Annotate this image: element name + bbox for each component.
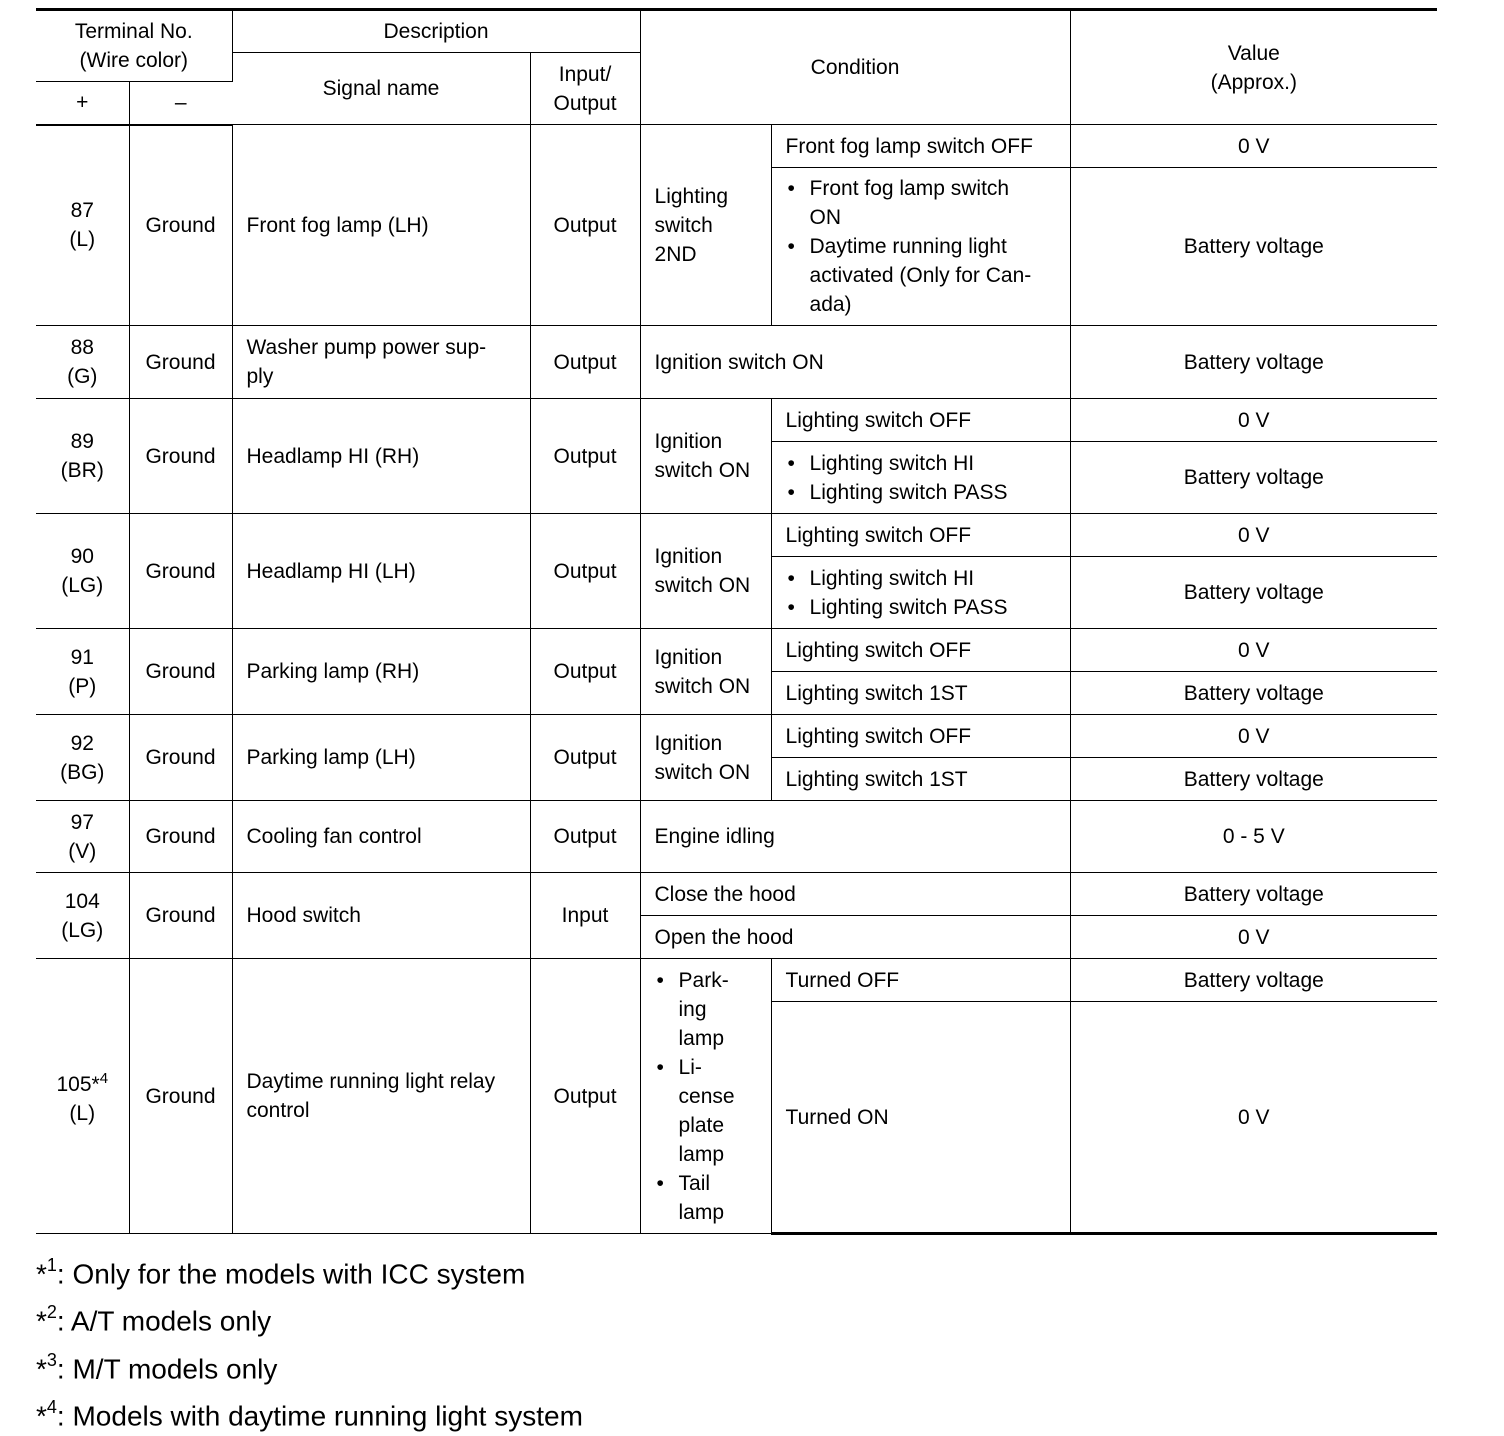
- value-cell: 0 V: [1070, 514, 1437, 557]
- condition-main-cell: [640, 959, 771, 1234]
- bullet-line: cense: [678, 1084, 735, 1108]
- footnote-star: *: [36, 1258, 47, 1290]
- terminal-number: 90: [70, 545, 94, 568]
- wire-color: (LG): [61, 918, 104, 942]
- list-item: [786, 232, 1056, 319]
- bullet-line: • Tail: [678, 1171, 711, 1195]
- list-item: [655, 1169, 757, 1227]
- terminal-cell: [36, 629, 129, 715]
- list-item: [655, 966, 757, 1053]
- wire-color: (L): [69, 1102, 96, 1125]
- bullet-line: • Park-: [678, 968, 729, 992]
- footnote: [36, 1294, 1437, 1341]
- terminal-number: 97: [70, 810, 94, 834]
- bullet-line: • Li-: [678, 1055, 702, 1079]
- bullet-line: lamp: [678, 1200, 725, 1224]
- table-row: [36, 801, 1437, 873]
- io-cell: Output: [530, 326, 640, 399]
- minus-cell: Ground: [129, 125, 232, 326]
- footnote-number: 2: [46, 1302, 57, 1323]
- footnote-star: *: [36, 1305, 47, 1337]
- terminal-number: 92: [70, 731, 94, 755]
- condition-line: Ignition: [654, 545, 723, 568]
- header-wire-color-label: (Wire color): [79, 49, 188, 72]
- condition-line: switch ON: [654, 674, 751, 698]
- bullet-line: ON: [809, 206, 842, 229]
- header-input-output: [530, 53, 640, 125]
- terminal-number: 91: [70, 645, 94, 669]
- minus-cell: Ground: [129, 959, 232, 1234]
- value-cell: Battery voltage: [1070, 758, 1437, 801]
- wire-color: (BG): [60, 760, 105, 784]
- signal-name-cell: Headlamp HI (LH): [232, 514, 530, 629]
- bullet-line: • Daytime running light: [809, 235, 1007, 258]
- condition-line: 2ND: [654, 242, 697, 266]
- condition-main-cell: [640, 125, 771, 326]
- condition-line: Ignition: [654, 731, 723, 755]
- bullet-line: • Front fog lamp switch: [809, 177, 1010, 200]
- value-cell: 0 V: [1070, 1002, 1437, 1234]
- condition-line: switch ON: [654, 760, 751, 784]
- table-row: [36, 125, 1437, 168]
- wire-color: (L): [69, 228, 96, 252]
- terminal-cell: [36, 326, 129, 399]
- signal-name-cell: [232, 959, 530, 1234]
- list-item: • Lighting switch PASS: [786, 593, 1056, 622]
- footnote-number: 3: [46, 1349, 57, 1370]
- value-cell: Battery voltage: [1070, 557, 1437, 629]
- condition-main-cell: [640, 629, 771, 715]
- condition-sub-cell: Lighting switch OFF: [771, 715, 1070, 758]
- signal-name-cell: Front fog lamp (LH): [232, 125, 530, 326]
- terminal-number: [50, 1064, 115, 1099]
- signal-name-cell: Hood switch: [232, 873, 530, 959]
- wire-color: (G): [67, 365, 98, 388]
- condition-cell: Engine idling: [640, 801, 1070, 873]
- header-minus: –: [129, 82, 232, 125]
- signal-name-cell: [232, 326, 530, 399]
- value-cell: Battery voltage: [1070, 873, 1437, 916]
- header-approx-label: (Approx.): [1210, 70, 1297, 94]
- bullet-line: plate: [678, 1113, 725, 1137]
- condition-sub-cell: Lighting switch OFF: [771, 629, 1070, 672]
- terminal-cell: [36, 514, 129, 629]
- footnote-number: 1: [46, 1255, 57, 1275]
- condition-line: switch: [654, 213, 713, 237]
- io-cell: Output: [530, 399, 640, 514]
- io-cell: Input: [530, 873, 640, 959]
- signal-line: ply: [246, 365, 274, 388]
- signal-line: Daytime running light relay: [246, 1070, 496, 1093]
- bullet-line: ing: [678, 997, 707, 1021]
- table-row: [36, 399, 1437, 442]
- terminal-cell: [36, 801, 129, 873]
- io-cell: Output: [530, 801, 640, 873]
- list-item: • Lighting switch HI: [786, 449, 1056, 478]
- condition-sub-cell: Lighting switch OFF: [771, 399, 1070, 442]
- footnote-text: : Models with daytime running light system: [56, 1400, 583, 1432]
- signal-name-cell: Headlamp HI (RH): [232, 399, 530, 514]
- footnote: [36, 1247, 1437, 1294]
- header-value-label: Value: [1227, 41, 1280, 65]
- terminal-number: 88: [70, 336, 94, 359]
- footnote-star: *: [36, 1400, 47, 1432]
- condition-line: Ignition: [654, 645, 723, 669]
- wire-color: (P): [68, 674, 97, 698]
- footnote-text: : M/T models only: [56, 1352, 278, 1384]
- value-cell: 0 V: [1070, 399, 1437, 442]
- io-cell: Output: [530, 514, 640, 629]
- list-item: • Lighting switch HI: [786, 564, 1056, 593]
- condition-sub-cell: [771, 557, 1070, 629]
- bullet-line: lamp: [678, 1142, 725, 1166]
- condition-sub-cell: Lighting switch 1ST: [771, 758, 1070, 801]
- minus-cell: Ground: [129, 326, 232, 399]
- value-cell: Battery voltage: [1070, 959, 1437, 1002]
- header-row-1: [36, 10, 1437, 53]
- signal-name-cell: Parking lamp (RH): [232, 629, 530, 715]
- condition-main-cell: [640, 514, 771, 629]
- terminal-cell: [36, 399, 129, 514]
- header-terminal-label: Terminal No.: [74, 20, 193, 43]
- condition-sub-cell: Front fog lamp switch OFF: [771, 125, 1070, 168]
- list-item: [786, 174, 1056, 232]
- condition-main-cell: [640, 399, 771, 514]
- value-cell: 0 V: [1070, 715, 1437, 758]
- header-terminal-no: [36, 10, 232, 82]
- bullet-line: lamp: [678, 1026, 725, 1050]
- condition-bullet-list: [786, 449, 1056, 507]
- signal-line: control: [246, 1099, 310, 1122]
- terminal-table: [36, 8, 1437, 1235]
- io-cell: Output: [530, 715, 640, 801]
- table-row: [36, 959, 1437, 1002]
- condition-line: Ignition: [654, 430, 723, 453]
- terminal-number: 104: [64, 889, 100, 913]
- header-io-line2: Output: [553, 91, 617, 115]
- condition-line: switch ON: [654, 459, 751, 482]
- condition-sub-cell: Lighting switch 1ST: [771, 672, 1070, 715]
- minus-cell: Ground: [129, 715, 232, 801]
- condition-sub-cell: Lighting switch OFF: [771, 514, 1070, 557]
- list-item: [655, 1053, 757, 1169]
- value-cell: 0 V: [1070, 916, 1437, 959]
- footnote-star: *: [36, 1352, 47, 1384]
- wire-color: (V): [68, 839, 97, 863]
- condition-main-cell: [640, 715, 771, 801]
- condition-sub-cell: Turned ON: [771, 1002, 1070, 1234]
- condition-bullet-list: [786, 564, 1056, 622]
- signal-line: Washer pump power sup-: [246, 336, 487, 359]
- value-cell: Battery voltage: [1070, 168, 1437, 326]
- terminal-cell: [36, 715, 129, 801]
- io-cell: Output: [530, 125, 640, 326]
- signal-name-cell: Cooling fan control: [232, 801, 530, 873]
- header-condition: Condition: [640, 10, 1070, 125]
- value-cell: 0 V: [1070, 125, 1437, 168]
- value-cell: Battery voltage: [1070, 442, 1437, 514]
- minus-cell: Ground: [129, 873, 232, 959]
- minus-cell: Ground: [129, 399, 232, 514]
- condition-cell: Open the hood: [640, 916, 1070, 959]
- footnote-text: : Only for the models with ICC system: [56, 1258, 526, 1290]
- minus-cell: Ground: [129, 514, 232, 629]
- footnote: [36, 1389, 1437, 1436]
- condition-cell: Ignition switch ON: [640, 326, 1070, 399]
- condition-sub-cell: [771, 168, 1070, 326]
- condition-bullet-list: [655, 966, 757, 1227]
- condition-line: Lighting: [654, 184, 729, 208]
- value-cell: Battery voltage: [1070, 326, 1437, 399]
- value-cell: 0 V: [1070, 629, 1437, 672]
- condition-line: switch ON: [654, 574, 751, 597]
- io-cell: Output: [530, 629, 640, 715]
- terminal-spec-sheet: [36, 8, 1437, 1436]
- footnote: [36, 1342, 1437, 1389]
- table-row: [36, 629, 1437, 672]
- signal-name-cell: Parking lamp (LH): [232, 715, 530, 801]
- table-row: [36, 326, 1437, 399]
- list-item: • Lighting switch PASS: [786, 478, 1056, 507]
- value-cell: Battery voltage: [1070, 672, 1437, 715]
- footnotes: [36, 1247, 1437, 1436]
- table-row: [36, 873, 1437, 916]
- footnote-text: : A/T models only: [56, 1305, 272, 1337]
- terminal-number: 89: [70, 430, 94, 453]
- terminal-cell: [36, 125, 129, 326]
- footnote-number: 4: [46, 1396, 57, 1417]
- footnote-ref: 4: [99, 1070, 109, 1087]
- terminal-cell: [36, 873, 129, 959]
- table-row: [36, 514, 1437, 557]
- wire-color: (LG): [61, 574, 104, 597]
- condition-cell: Close the hood: [640, 873, 1070, 916]
- terminal-cell: [36, 959, 129, 1234]
- header-signal-name: Signal name: [232, 53, 530, 125]
- minus-cell: Ground: [129, 801, 232, 873]
- header-value: [1070, 10, 1437, 125]
- header-plus: +: [36, 82, 129, 125]
- condition-sub-cell: Turned OFF: [771, 959, 1070, 1002]
- condition-sub-cell: [771, 442, 1070, 514]
- value-cell: 0 - 5 V: [1070, 801, 1437, 873]
- table-row: [36, 715, 1437, 758]
- terminal-number-text: 105*: [56, 1073, 100, 1096]
- condition-bullet-list: [786, 174, 1056, 319]
- header-io-line1: Input/: [558, 62, 612, 86]
- terminal-number: 87: [70, 199, 94, 223]
- header-description: Description: [232, 10, 640, 53]
- minus-cell: Ground: [129, 629, 232, 715]
- io-cell: Output: [530, 959, 640, 1234]
- bullet-line: ada): [809, 293, 852, 316]
- wire-color: (BR): [60, 459, 104, 482]
- bullet-line: activated (Only for Can-: [809, 264, 1032, 287]
